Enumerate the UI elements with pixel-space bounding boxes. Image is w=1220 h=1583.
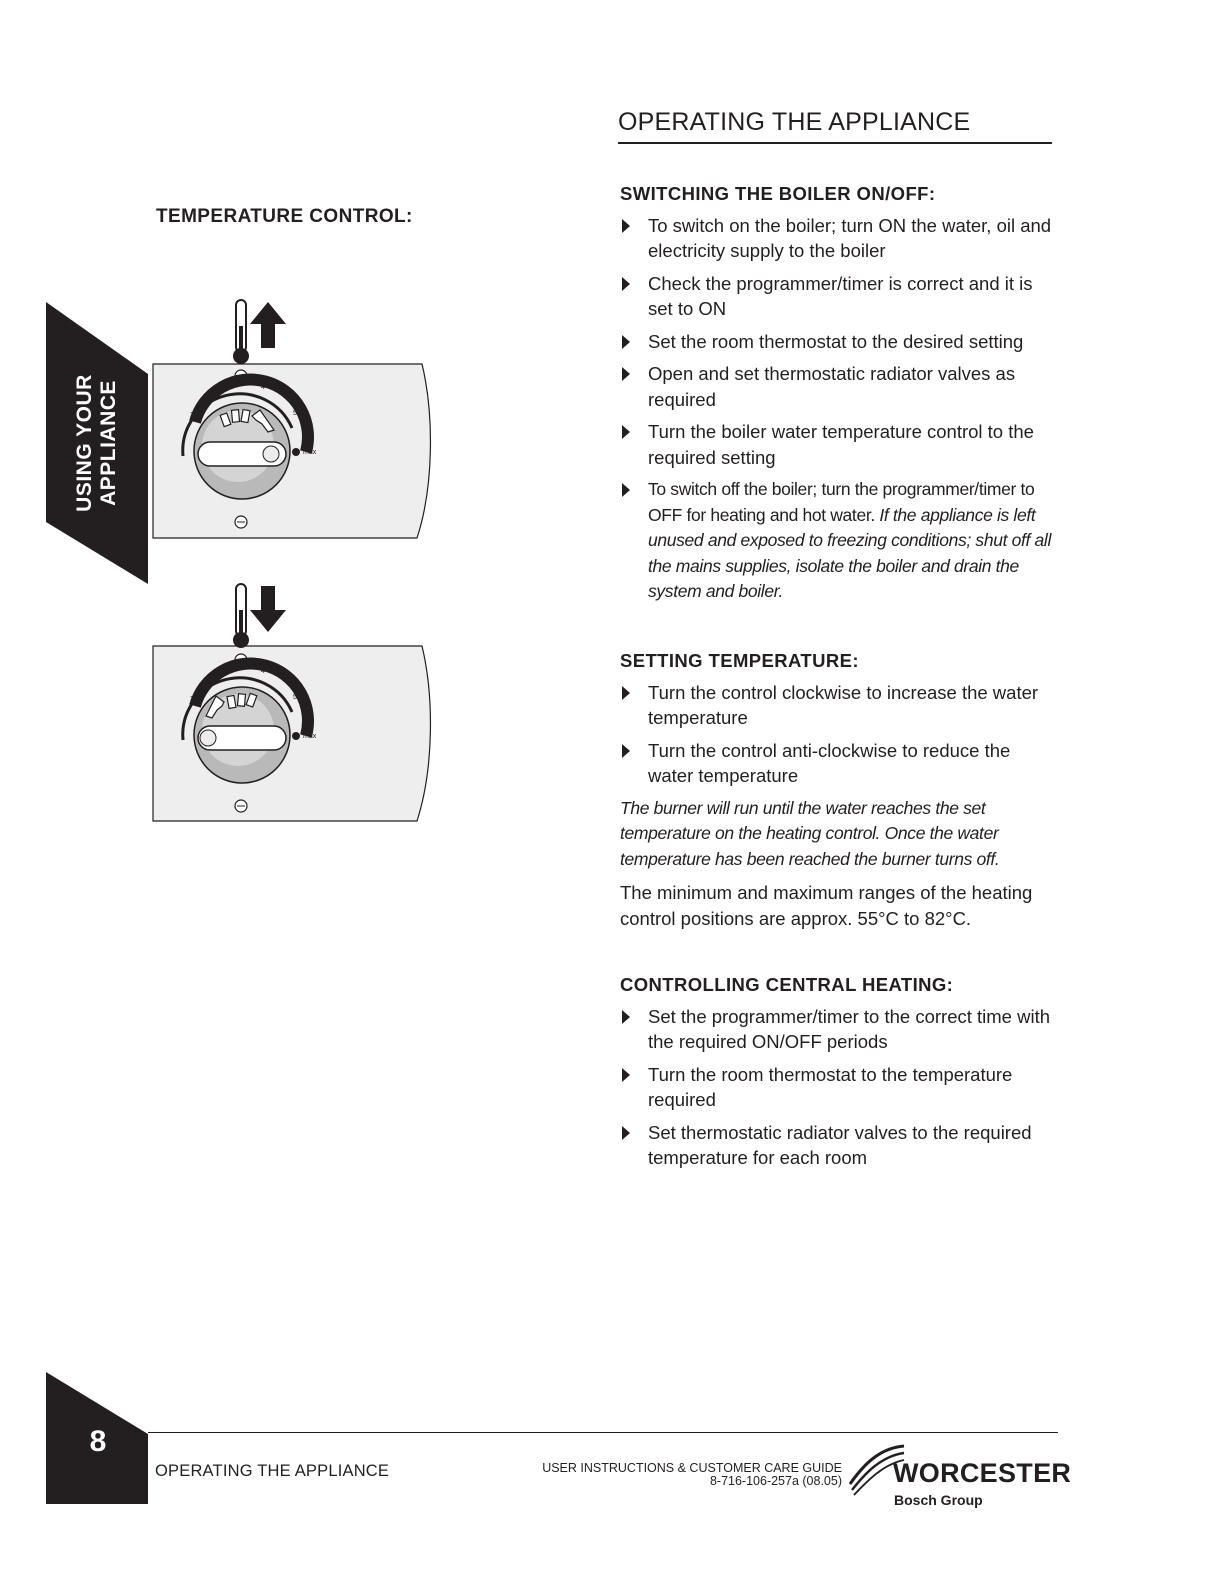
bullet-arrow-icon	[622, 425, 630, 439]
dial-max-label: max	[303, 733, 317, 740]
range-note: The minimum and maximum ranges of the heating control positions are approx. 55°C to 82°C.	[620, 882, 1033, 929]
switching-section	[620, 181, 1060, 612]
controlling-heading: CONTROLLING CENTRAL HEATING:	[620, 974, 954, 995]
list-item: Turn the control anti-clockwise to reduce the water temperature	[620, 738, 1060, 789]
bullet-arrow-icon	[622, 219, 630, 233]
dial-mark-4: 4	[261, 668, 265, 675]
thermometer-icon	[233, 584, 249, 648]
screw-icon	[235, 516, 247, 528]
list-item: Set the room thermostat to the desired setting	[620, 329, 1060, 355]
page-title: OPERATING THE APPLIANCE	[618, 108, 1052, 144]
arrow-down-icon	[250, 586, 286, 632]
bullet-arrow-icon	[622, 483, 630, 497]
dial-mark-5: 5	[293, 694, 297, 701]
bullet-arrow-icon	[622, 335, 630, 349]
list-item: Set thermostatic radiator valves to the required temperature for each room	[620, 1120, 1060, 1171]
dial-mark-2: 2	[190, 412, 194, 419]
list-item: Open and set thermostatic radiator valves as required	[620, 361, 1060, 412]
footer-guide	[500, 1462, 842, 1488]
list-item: To switch off the boiler; turn the programmer/timer to OFF for heating and hot water. If the appliance is left unused and exposed to freezing conditions; shut off all the mains supplies, isolate the boiler and drain the system and boiler.	[620, 477, 1060, 605]
footer-doc-code: 8-716-106-257a (08.05)	[709, 1474, 842, 1488]
setting-section	[620, 648, 1060, 939]
footer-guide-title: USER INSTRUCTIONS & CUSTOMER CARE GUIDE	[542, 1461, 842, 1475]
dial-figure-decrease	[150, 580, 440, 828]
dial-mark-2: 2	[190, 696, 194, 703]
list-item: Turn the boiler water temperature control to the required setting	[620, 419, 1060, 470]
dial-mark-1: 1	[181, 450, 185, 457]
screw-icon	[235, 800, 247, 812]
footer-section-title: OPERATING THE APPLIANCE	[155, 1462, 390, 1480]
dial-figure-increase	[150, 296, 440, 544]
controlling-section	[620, 972, 1060, 1178]
thermometer-icon	[233, 300, 249, 364]
bullet-arrow-icon	[622, 1068, 630, 1082]
bullet-arrow-icon	[622, 367, 630, 381]
bullet-arrow-icon	[622, 277, 630, 291]
footer-divider	[148, 1432, 1058, 1433]
dial-mark-1: 1	[181, 734, 185, 741]
brand-subtitle: Bosch Group	[894, 1492, 983, 1508]
setting-heading: SETTING TEMPERATURE:	[620, 650, 859, 671]
bullet-arrow-icon	[622, 686, 630, 700]
bullet-arrow-icon	[622, 1010, 630, 1024]
side-tab-line2: APPLIANCE	[97, 380, 121, 506]
arrow-up-icon	[250, 302, 286, 348]
bullet-arrow-icon	[622, 744, 630, 758]
side-tab-line1: USING YOUR	[73, 374, 97, 512]
burner-note: The burner will run until the water reaches the set temperature on the heating control. Once the water temperature has been reached the burner turns off.	[620, 797, 1000, 869]
list-item: To switch on the boiler; turn ON the water, oil and electricity supply to the boiler	[620, 213, 1060, 264]
temperature-control-heading: TEMPERATURE CONTROL:	[156, 206, 413, 227]
dial-mark-3: 3	[218, 387, 222, 394]
list-item: Turn the control clockwise to increase the water temperature	[620, 680, 1060, 731]
dial-max-label: max	[303, 449, 317, 456]
page-number: 8	[89, 1425, 107, 1458]
dial-mark-5: 5	[293, 410, 297, 417]
dial-mark-3: 3	[218, 671, 222, 678]
side-tab	[46, 302, 148, 584]
switching-heading: SWITCHING THE BOILER ON/OFF:	[620, 183, 936, 204]
list-item: Set the programmer/timer to the correct time with the required ON/OFF periods	[620, 1004, 1060, 1055]
bullet-arrow-icon	[622, 1126, 630, 1140]
list-item: Check the programmer/timer is correct and it is set to ON	[620, 271, 1060, 322]
list-item: Turn the room thermostat to the temperature required	[620, 1062, 1060, 1113]
brand-logo: WORCESTER	[893, 1458, 1072, 1488]
dial-mark-4: 4	[261, 384, 265, 391]
